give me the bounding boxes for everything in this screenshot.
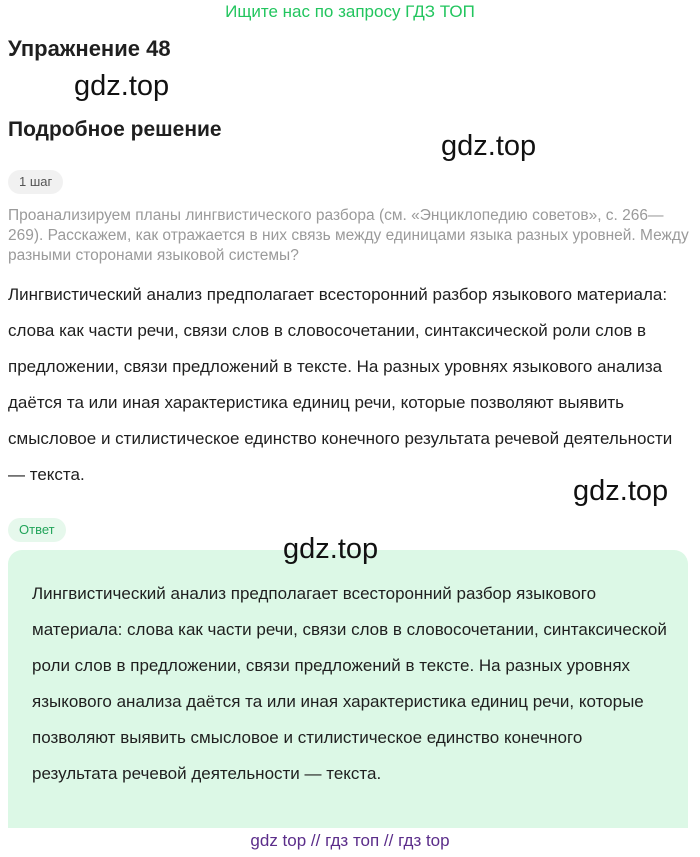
search-banner[interactable]: Ищите нас по запросу ГДЗ ТОП (225, 2, 475, 21)
watermark: gdz.top (573, 475, 669, 507)
question-text: Проанализируем планы лингвистического разбора (см. «Энциклопедию советов», с. 266—269). Расскажем, как отражается в них связь между единицами языка разных уровней. Между разными сторонами языковой системы? (8, 207, 689, 264)
watermark: gdz.top (283, 533, 379, 565)
answer-badge: Ответ (8, 518, 66, 542)
solution-text: Лингвистический анализ предполагает всесторонний разбор языкового материала: слова как части речи, связи слов в словосочетании, синтаксической роли слов в предложении, связи предложений в тексте. На разных уровнях языкового анализа даётся та или иная характеристика единиц речи, которые позволяют выявить смысловое и стилистическое единство конечного результата речевой деятельности — текста. (8, 285, 673, 484)
watermark: gdz.top (441, 130, 537, 162)
answer-text: Лингвистический анализ предполагает всесторонний разбор языкового материала: слова как части речи, связи слов в словосочетании, синтаксической роли слов в предложении, связи предложений в тексте. На разных уровнях языкового анализа даётся та или иная характеристика единиц речи, которые позволяют выявить смысловое и стилистическое единство конечного результата речевой деятельности — текста. (32, 584, 667, 783)
step-badge: 1 шаг (8, 170, 63, 194)
watermark: gdz.top (74, 70, 170, 102)
footer-links[interactable]: gdz top // гдз топ // гдз top (250, 831, 450, 850)
exercise-title: Упражнение 48 (8, 36, 171, 61)
section-title: Подробное решение (8, 118, 222, 141)
